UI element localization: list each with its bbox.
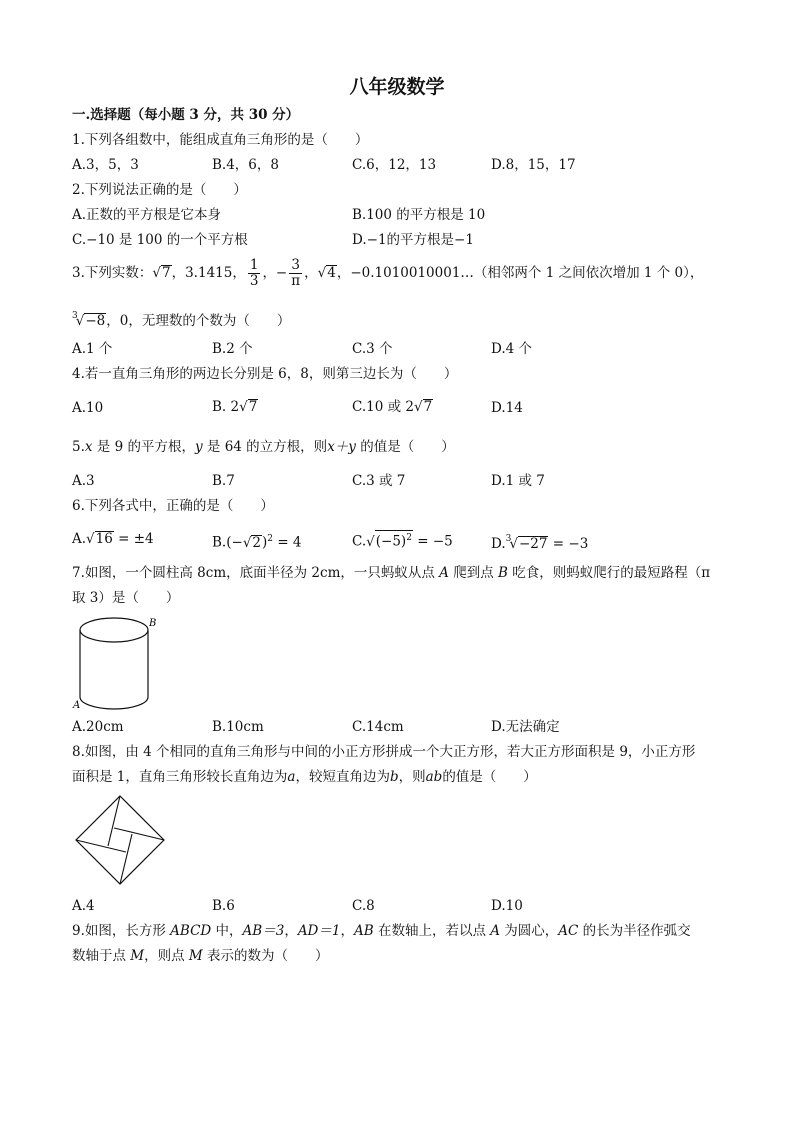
q2-option-d: D.−1的平方根是−1 — [352, 232, 474, 248]
q7-option-a: A.20cm — [72, 719, 124, 735]
q4-option-b — [212, 398, 258, 416]
q8-text-3: ，则 — [398, 769, 426, 785]
q2-option-a: A.正数的平方根是它本身 — [72, 207, 222, 223]
q7-text-2: 爬到点 — [448, 565, 498, 581]
q6-c-radicand — [375, 530, 413, 550]
point-m: M — [188, 948, 203, 964]
q1-option-b: B.4，6，8 — [212, 157, 279, 173]
q6-option-d — [491, 530, 588, 553]
q8-option-b: B.6 — [212, 898, 235, 914]
q3-option-b: B.2 个 — [212, 341, 253, 357]
q6-c-exponent: 2 — [406, 533, 412, 543]
sqrt-4: √4 — [317, 265, 336, 281]
q6-a-result: = ±4 — [113, 531, 154, 547]
q5-option-d: D.1 或 7 — [491, 473, 545, 489]
sqrt-7: √7 — [239, 399, 258, 415]
sqrt-16: √16 — [86, 531, 113, 547]
q3-cube-radicand: −8 — [85, 313, 106, 329]
q1-option-d: D.8，15，17 — [491, 157, 576, 173]
cylinder-bottom-arc — [80, 697, 148, 709]
expr-x-plus-y: x＋y — [327, 439, 356, 455]
segment-ac: AC — [558, 923, 579, 939]
q5-text-3: 是 64 的立方根，则 — [202, 439, 328, 455]
q3-frac1-den: 3 — [249, 273, 259, 289]
q6-d-index: 3 — [505, 534, 512, 544]
q4-option-a: A.10 — [72, 400, 104, 416]
q6-option-b — [212, 530, 302, 552]
triangle-edge-4 — [76, 840, 126, 852]
question-9-stem — [72, 922, 691, 940]
section-heading: 一.选择题（每小题 3 分，共 30 分） — [72, 107, 300, 123]
q7-text-3: 吃食，则蚂蚁爬行的最短路程（π — [507, 565, 711, 581]
q5-option-a: A.3 — [72, 473, 95, 489]
q1-option-c: C.6，12，13 — [352, 157, 437, 173]
q7-option-c: C.14cm — [352, 719, 404, 735]
q6-option-a — [72, 530, 154, 548]
point-a: A — [490, 923, 500, 939]
q3-option-d: D.4 个 — [491, 341, 533, 357]
q6-d-radicand: −27 — [518, 536, 548, 552]
q9-text-10: 表示的数为（ ） — [202, 948, 329, 964]
question-2-stem: 2.下列说法正确的是（ ） — [72, 182, 247, 198]
question-7-stem — [72, 564, 710, 582]
q6-c-label: C. — [352, 533, 367, 550]
q3-radicand-2: 4 — [327, 265, 336, 281]
pinwheel-square-figure — [72, 794, 168, 888]
q8-text-2: ，较短直角边为 — [295, 769, 390, 785]
sqrt-7: √7 — [152, 265, 171, 281]
q6-b-label: B. — [212, 534, 227, 551]
q3-text-4: ，−0.1010010001…（相邻两个 1 之间依次增加 1 个 0）， — [336, 265, 704, 281]
q6-b-exponent: 2 — [267, 534, 274, 544]
q5-text-1: 5. — [72, 439, 85, 455]
eq-ab: AB＝3 — [242, 923, 285, 939]
triangle-edge-1 — [108, 796, 120, 846]
q5-option-b: B.7 — [212, 473, 235, 489]
cylinder-label-a: A — [73, 700, 81, 711]
var-y: y — [194, 439, 203, 455]
q8-option-a: A.4 — [72, 898, 95, 914]
question-8-stem: 8.如图，由 4 个相同的直角三角形与中间的小正方形拼成一个大正方形，若大正方形面积是 9，小正方形 — [72, 744, 696, 760]
q3-radicand-1: 7 — [162, 265, 171, 281]
cylinder-label-b: B — [149, 618, 157, 629]
sqrt-neg5-squared: $√(-5)^2$ — [366, 530, 413, 551]
eq-ad: AD＝1 — [297, 923, 341, 939]
q3-text-5: ，0，无理数的个数为（ ） — [106, 313, 291, 329]
question-9-stem-line2 — [72, 947, 329, 965]
q8-text-1: 面积是 1，直角三角形较长直角边为 — [72, 769, 288, 785]
point-m: M — [130, 948, 145, 964]
question-3-stem — [72, 258, 703, 289]
var-x: x — [84, 439, 93, 455]
expr-ab: ab — [425, 769, 443, 785]
q2-option-c: C.−10 是 100 的一个平方根 — [72, 232, 248, 248]
cube-root-minus-8: $^3$√−8 — [72, 311, 106, 329]
q3-option-c: C.3 个 — [352, 341, 393, 357]
q7-text-1: 7.如图，一个圆柱高 8cm，底面半径为 2cm，一只蚂蚁从点 — [72, 565, 440, 581]
page-title: 八年级数学 — [349, 76, 445, 98]
question-7-stem-line2: 取 3）是（ ） — [72, 590, 180, 606]
q3-text-1: ，3.1415， — [171, 265, 246, 281]
sqrt-7: √7 — [414, 399, 433, 415]
sqrt-2: √2 — [242, 534, 262, 551]
q1-option-a: A.3，5，3 — [72, 157, 139, 173]
q3-frac2-num: 3 — [289, 258, 302, 274]
q4-option-d: D.14 — [491, 400, 523, 416]
q6-a-label: A. — [72, 531, 87, 547]
segment-ab: AB — [353, 923, 374, 939]
rect-abcd: ABCD — [170, 923, 212, 939]
q3-text-2: ，− — [262, 265, 288, 281]
point-b: B — [498, 565, 508, 581]
q5-text-4: 的值是（ ） — [355, 439, 455, 455]
q3-frac2-den: π — [291, 273, 301, 289]
q8-text-4: 的值是（ ） — [442, 769, 537, 785]
cylinder-figure — [70, 612, 166, 712]
var-a: a — [287, 769, 296, 785]
q3-prefix: 3.下列实数： — [72, 265, 153, 281]
q3-frac1-num: 1 — [249, 257, 259, 273]
q6-c-body: (−5) — [375, 533, 407, 550]
q4-c-prefix: C.10 或 2 — [352, 399, 414, 415]
q6-d-result: = −3 — [548, 536, 589, 552]
fraction-3-pi — [289, 258, 302, 289]
q3-cube-index: 3 — [72, 311, 78, 321]
q8-option-c: C.8 — [352, 898, 375, 914]
q3-option-a: A.1 个 — [72, 341, 113, 357]
q7-option-b: B.10cm — [212, 719, 264, 735]
outer-square — [76, 796, 164, 884]
fraction-1-3 — [248, 258, 261, 289]
q6-a-radicand: 16 — [95, 531, 113, 547]
q5-option-c: C.3 或 7 — [352, 473, 406, 489]
q9-text-2: 中， — [211, 923, 243, 939]
question-3-stem-line2 — [72, 307, 290, 330]
q9-text-6: 为圆心， — [500, 923, 559, 939]
cube-root-neg27: $^3$√−27 — [505, 534, 548, 552]
q5-text-2: 是 9 的平方根， — [92, 439, 195, 455]
q8-option-d: D.10 — [491, 898, 523, 914]
cylinder-top-ellipse — [80, 618, 148, 642]
q9-text-5: 在数轴上，若以点 — [373, 923, 491, 939]
q9-text-9: ，则点 — [144, 948, 189, 964]
question-4-stem: 4.若一直角三角形的两边长分别是 6，8，则第三边长为（ ） — [72, 366, 458, 382]
triangle-edge-3 — [120, 834, 132, 884]
q4-option-c — [352, 398, 433, 416]
q9-text-4: ， — [340, 923, 354, 939]
q4-b-radicand: 7 — [248, 399, 258, 415]
question-6-stem: 6.下列各式中，正确的是（ ） — [72, 498, 274, 514]
q9-text-3: ， — [284, 923, 298, 939]
q2-option-b: B.100 的平方根是 10 — [352, 207, 486, 223]
q6-b-open: (− — [226, 534, 243, 551]
q6-option-c — [352, 530, 453, 551]
point-a: A — [439, 565, 449, 581]
triangle-edge-2 — [114, 828, 164, 840]
q6-b-result: = 4 — [273, 534, 302, 551]
var-b: b — [389, 769, 399, 785]
q6-b-close: ) — [262, 534, 268, 551]
q3-text-3: ， — [304, 265, 318, 281]
q9-text-7: 的长为半径作弧交 — [578, 923, 691, 939]
q4-c-radicand: 7 — [423, 399, 433, 415]
question-1-stem: 1.下列各组数中，能组成直角三角形的是（ ） — [72, 132, 369, 148]
q4-b-prefix: B. 2 — [212, 399, 240, 415]
q9-text-8: 数轴于点 — [72, 948, 131, 964]
q7-option-d: D.无法确定 — [491, 719, 560, 735]
question-8-stem-line2 — [72, 768, 537, 786]
question-5-stem — [72, 438, 455, 456]
q9-text-1: 9.如图，长方形 — [72, 923, 171, 939]
q6-c-result: = −5 — [412, 533, 453, 550]
q6-b-radicand: 2 — [252, 534, 262, 551]
q6-d-label: D. — [491, 536, 506, 552]
